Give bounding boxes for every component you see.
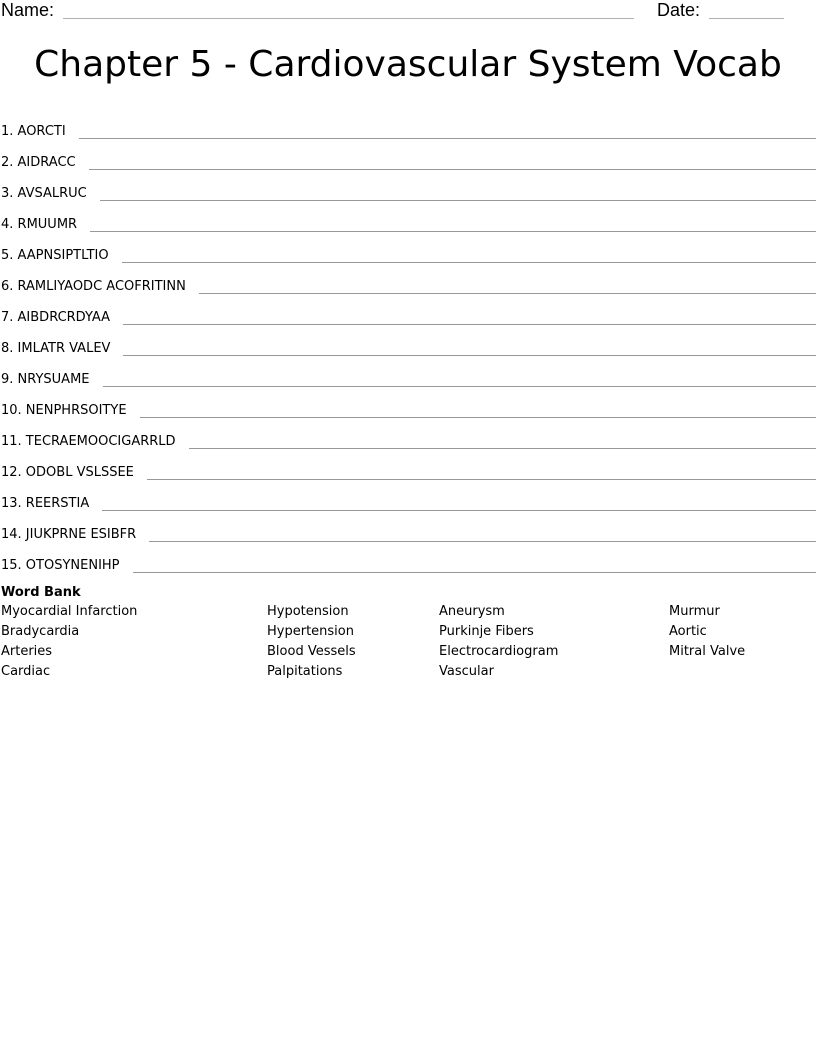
word-bank-title: Word Bank: [1, 585, 81, 600]
question-text: 9. NRYSUAME: [1, 372, 90, 387]
question-row: [0, 297, 816, 328]
question-row: [0, 359, 816, 390]
question-row: [0, 235, 816, 266]
question-row: [0, 421, 816, 452]
question-row: [0, 111, 816, 142]
answer-line[interactable]: [89, 168, 816, 170]
answer-line[interactable]: [189, 447, 816, 449]
question-text: 8. IMLATR VALEV: [1, 341, 111, 356]
question-text: 2. AIDRACC: [1, 155, 76, 170]
question-row: [0, 328, 816, 359]
answer-line[interactable]: [122, 261, 816, 263]
answer-line[interactable]: [149, 540, 816, 542]
answer-line[interactable]: [102, 509, 816, 511]
word-bank-column: [1, 602, 137, 682]
name-field-line[interactable]: [63, 18, 634, 19]
question-text: 3. AVSALRUC: [1, 186, 87, 201]
question-text: 7. AIBDRCRDYAA: [1, 310, 111, 325]
word-bank-item: Hypotension: [267, 604, 349, 619]
word-bank-item: Vascular: [439, 664, 494, 679]
page-title: Chapter 5 - Cardiovascular System Vocab: [34, 44, 782, 85]
word-bank-item: Electrocardiogram: [439, 644, 559, 659]
question-list: [0, 111, 816, 576]
question-row: [0, 142, 816, 173]
answer-line[interactable]: [100, 199, 816, 201]
word-bank-item: Cardiac: [1, 664, 51, 679]
word-bank-item: Purkinje Fibers: [439, 624, 534, 639]
question-text: 1. AORCTI: [1, 124, 66, 139]
answer-line[interactable]: [140, 416, 816, 418]
question-text: 12. ODOBL VSLSSEE: [1, 465, 134, 480]
name-label: Name:: [1, 0, 55, 20]
word-bank-item: Aneurysm: [439, 604, 505, 619]
question-row: [0, 514, 816, 545]
word-bank-column: [669, 602, 745, 662]
word-bank-item: Myocardial Infarction: [1, 604, 138, 619]
header: [0, 0, 816, 24]
answer-line[interactable]: [123, 323, 816, 325]
word-bank-item: Murmur: [669, 604, 720, 619]
answer-line[interactable]: [133, 571, 816, 573]
date-field-line[interactable]: [709, 18, 784, 19]
answer-line[interactable]: [90, 230, 816, 232]
question-text: 14. JIUKPRNE ESIBFR: [1, 527, 137, 542]
answer-line[interactable]: [79, 137, 816, 139]
answer-line[interactable]: [103, 385, 816, 387]
question-text: 15. OTOSYNENIHP: [1, 558, 120, 573]
word-bank-item: Blood Vessels: [267, 644, 356, 659]
question-text: 4. RMUUMR: [1, 217, 78, 232]
answer-line[interactable]: [199, 292, 816, 294]
question-text: 11. TECRAEMOOCIGARRLD: [1, 434, 176, 449]
date-label: Date:: [657, 0, 701, 20]
word-bank-column: [267, 602, 356, 682]
word-bank-item: Mitral Valve: [669, 644, 746, 659]
question-row: [0, 266, 816, 297]
question-row: [0, 545, 816, 576]
word-bank: [0, 584, 816, 682]
word-bank-column: [439, 602, 558, 682]
answer-line[interactable]: [123, 354, 816, 356]
question-row: [0, 483, 816, 514]
question-row: [0, 390, 816, 421]
question-row: [0, 452, 816, 483]
question-row: [0, 204, 816, 235]
word-bank-item: Hypertension: [267, 624, 354, 639]
word-bank-item: Arteries: [1, 644, 53, 659]
word-bank-item: Palpitations: [267, 664, 343, 679]
answer-line[interactable]: [147, 478, 816, 480]
word-bank-item: Bradycardia: [1, 624, 80, 639]
word-bank-grid: [0, 602, 816, 682]
question-text: 5. AAPNSIPTLTIO: [1, 248, 109, 263]
question-text: 13. REERSTIA: [1, 496, 90, 511]
question-text: 6. RAMLIYAODC ACOFRITINN: [1, 279, 186, 294]
word-bank-item: Aortic: [669, 624, 707, 639]
question-row: [0, 173, 816, 204]
question-text: 10. NENPHRSOITYE: [1, 403, 127, 418]
